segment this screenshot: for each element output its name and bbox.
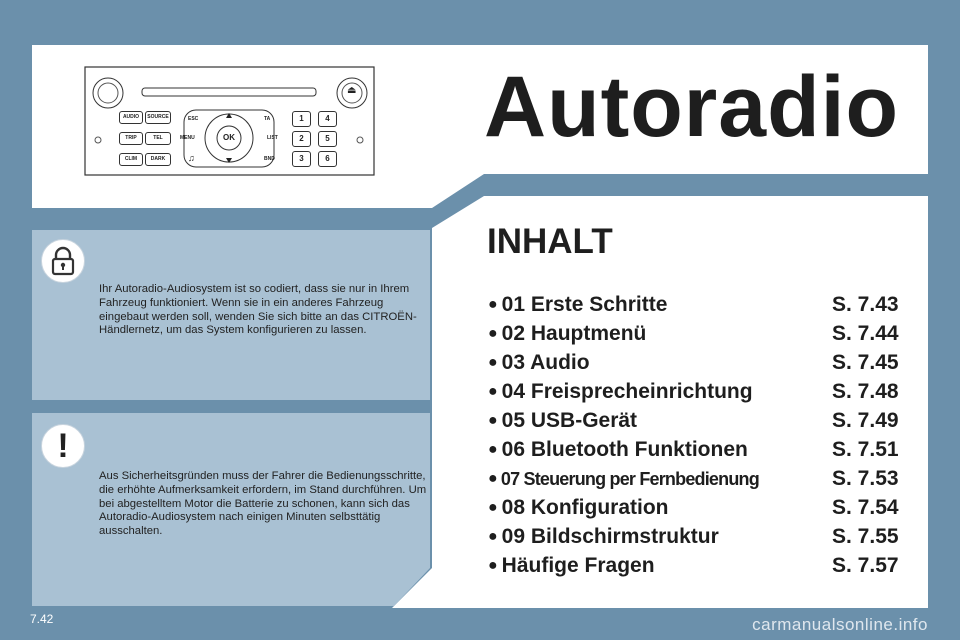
radio-preset-3[interactable]: 3 [292, 151, 311, 167]
bullet-icon: ● [488, 469, 497, 487]
toc-item-page: S. 7.53 [832, 467, 899, 491]
toc-item-page: S. 7.43 [832, 292, 899, 316]
toc-item-label: Häufige Fragen [501, 554, 655, 578]
eject-icon[interactable]: ⏏ [347, 85, 357, 96]
bullet-icon: ● [488, 441, 498, 459]
toc-item[interactable] [488, 319, 908, 348]
table-of-contents [488, 290, 908, 581]
toc-item-page: S. 7.45 [832, 350, 899, 374]
radio-esc-label[interactable]: ESC [188, 116, 199, 122]
page-title: Autoradio [484, 59, 900, 155]
toc-item-label: 01 Erste Schritte [501, 292, 668, 316]
bullet-icon: ● [488, 295, 498, 313]
page-number: 7.42 [30, 612, 54, 626]
radio-bnd-label[interactable]: BND [264, 156, 275, 162]
warning-note-text: Aus Sicherheitsgründen muss der Fahrer die Bedienungsschritte, die erhöhte Aufmerksamkeit erfordern, im Stand durchführen. Um bei abgestelltem Motor die Batterie zu schonen, kann sich das Autoradio-Audiosystem nach einigen Minuten selbsttätig ausschalten. [99, 470, 427, 538]
toc-item[interactable] [488, 552, 908, 581]
toc-item-label: 04 Freisprecheinrichtung [501, 379, 753, 403]
toc-item[interactable] [488, 377, 908, 406]
lock-icon [42, 240, 84, 282]
warning-icon: ! [57, 427, 69, 465]
radio-menu-label[interactable]: MENU [180, 135, 195, 141]
lock-note-text: Ihr Autoradio-Audiosystem ist so codiert, dass sie nur in Ihrem Fahrzeug funktioniert. Wenn sie in ein anderes Fahrzeug eingebaut werden soll, wenden Sie sich bitte an das CITROËN-Händlernetz, um das System konfigurieren zu lassen. [99, 283, 417, 337]
bullet-icon: ● [488, 382, 498, 400]
toc-item-label: 03 Audio [501, 350, 590, 374]
bullet-icon: ● [488, 353, 498, 371]
toc-item-label: 05 USB-Gerät [501, 408, 638, 432]
lock-icon-badge [41, 239, 85, 283]
radio-list-label[interactable]: LIST [267, 135, 278, 141]
radio-preset-5[interactable]: 5 [318, 131, 337, 147]
radio-ok-button[interactable]: OK [223, 133, 235, 142]
toc-item[interactable] [488, 406, 908, 435]
toc-item-page: S. 7.55 [832, 525, 899, 549]
radio-audio-button[interactable]: AUDIO [119, 111, 143, 124]
radio-trip-button[interactable]: TRIP [119, 132, 143, 145]
radio-source-button[interactable]: SOURCE [145, 111, 171, 124]
bullet-icon: ● [488, 411, 498, 429]
bullet-icon: ● [488, 499, 498, 517]
radio-dark-button[interactable]: DARK [145, 153, 171, 166]
radio-preset-4[interactable]: 4 [318, 111, 337, 127]
watermark: carmanualsonline.info [752, 615, 928, 634]
bullet-icon: ● [488, 557, 498, 575]
radio-preset-6[interactable]: 6 [318, 151, 337, 167]
toc-item[interactable] [488, 435, 908, 464]
toc-item[interactable] [488, 290, 908, 319]
toc-item-page: S. 7.44 [832, 321, 899, 345]
toc-item-page: S. 7.57 [832, 554, 899, 578]
music-note-icon[interactable]: ♫ [188, 153, 195, 163]
radio-clim-button[interactable]: CLIM [119, 153, 143, 166]
toc-heading: INHALT [487, 222, 613, 261]
toc-item-page: S. 7.48 [832, 379, 899, 403]
toc-item-label: 08 Konfiguration [501, 496, 669, 520]
toc-item-page: S. 7.54 [832, 496, 899, 520]
bullet-icon: ● [488, 528, 498, 546]
toc-item-label: 07 Steuerung per Fernbedienung [500, 468, 759, 489]
toc-item[interactable] [488, 494, 908, 523]
toc-item-page: S. 7.49 [832, 408, 899, 432]
warning-icon-badge [41, 424, 85, 468]
toc-item[interactable] [488, 348, 908, 377]
toc-item[interactable] [488, 523, 908, 552]
radio-preset-2[interactable]: 2 [292, 131, 311, 147]
radio-tel-button[interactable]: TEL [145, 132, 171, 145]
bullet-icon: ● [488, 324, 498, 342]
radio-ta-label[interactable]: TA [264, 116, 271, 122]
toc-item-page: S. 7.51 [832, 438, 899, 462]
toc-item-label: 02 Hauptmenü [501, 321, 647, 345]
radio-preset-1[interactable]: 1 [292, 111, 311, 127]
toc-item[interactable] [488, 465, 908, 494]
toc-item-label: 09 Bildschirmstruktur [501, 525, 719, 549]
toc-item-label: 06 Bluetooth Funktionen [501, 438, 748, 462]
